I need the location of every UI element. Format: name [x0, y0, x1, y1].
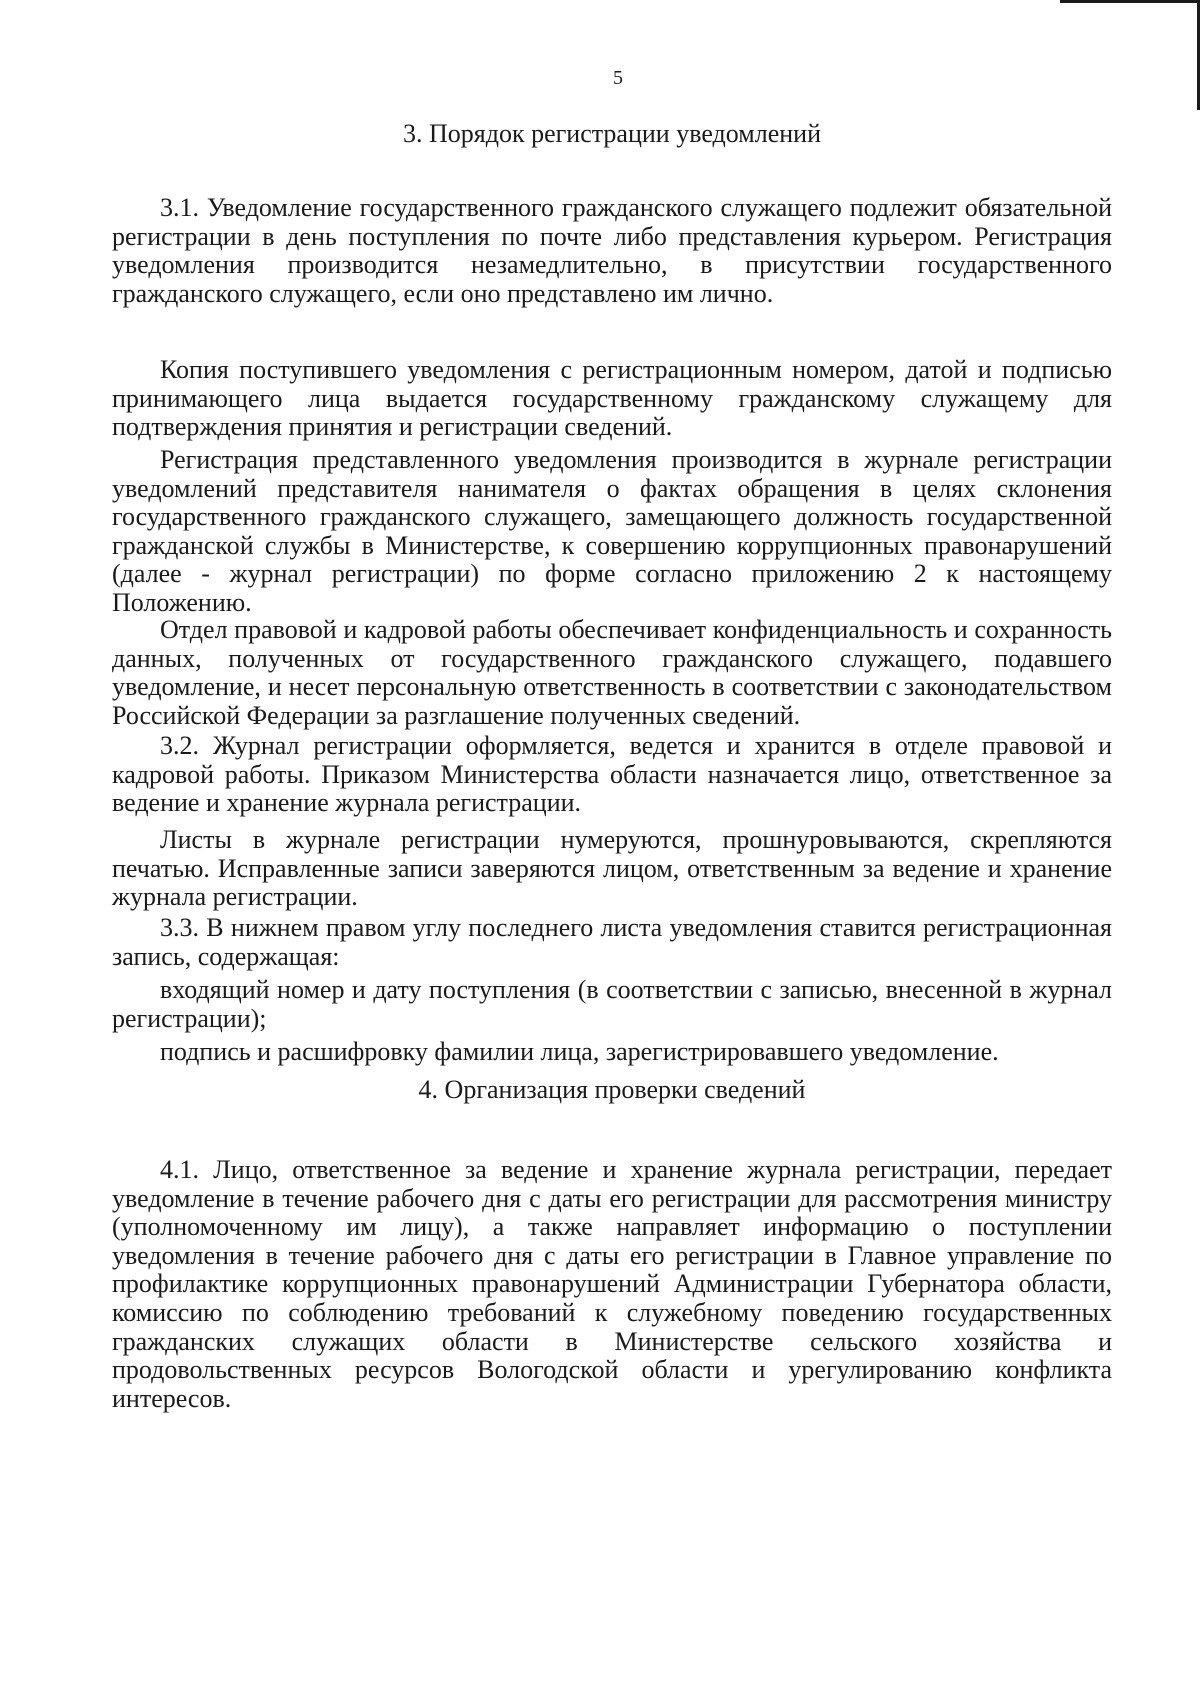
paragraph-3-2: 3.2. Журнал регистрации оформляется, ведется и хранится в отделе правовой и кадровой работы. Приказом Министерства области назначается лицо, ответственное за ведение и хранение журнала регистрации.	[112, 731, 1112, 818]
paragraph-journal-sheets: Листы в журнале регистрации нумеруются, прошнуровываются, скрепляются печатью. Исправленные записи заверяются лицом, ответственным за ведение и хранение журнала регистрации.	[112, 825, 1112, 912]
paragraph-confidentiality: Отдел правовой и кадровой работы обеспечивает конфиденциальность и сохранность данных, полученных от государственного гражданского служащего, подавшего уведомление, и несет персональную ответственность в соответствии с законодательством Российской Федерации за разглашение полученных сведений.	[112, 615, 1112, 730]
paragraph-registration-journal: Регистрация представленного уведомления производится в журнале регистрации уведомлений представителя нанимателя о фактах обращения в целях склонения государственного гражданского служащего, замещающего должность государственной гражданской службы в Министерстве, к совершению коррупционных правонарушений (далее - журнал регистрации) по форме согласно приложению 2 к настоящему Положению.	[112, 445, 1112, 617]
paragraph-3-1: 3.1. Уведомление государственного гражданского служащего подлежит обязательной регистрации в день поступления по почте либо представления курьером. Регистрация уведомления производится незамедлительно, в присутствии государственного гражданского служащего, если оно представлено им лично.	[112, 193, 1112, 308]
page-number: 5	[613, 67, 623, 89]
paragraph-4-1: 4.1. Лицо, ответственное за ведение и хранение журнала регистрации, передает уведомление в течение рабочего дня с даты его регистрации для рассмотрения министру (уполномоченному им лицу), а также направляет информацию о поступлении уведомления в течение рабочего дня с даты его регистрации в Главное управление по профилактике коррупционных правонарушений Администрации Губернатора области, комиссию по соблюдению требований к служебному поведению государственных гражданских служащих области в Министерстве сельского хозяйства и продовольственных ресурсов Вологодской области и урегулированию конфликта интересов.	[112, 1155, 1112, 1413]
section-3-heading: 3. Порядок регистрации уведомлений	[403, 119, 821, 148]
paragraph-copy-notice: Копия поступившего уведомления с регистрационным номером, датой и подписью принимающего лица выдается государственному гражданскому служащему для подтверждения принятия и регистрации сведений.	[112, 355, 1112, 442]
paragraph-3-3: 3.3. В нижнем правом углу последнего листа уведомления ставится регистрационная запись, содержащая:	[112, 913, 1112, 971]
section-4-heading: 4. Организация проверки сведений	[418, 1075, 806, 1104]
paragraph-incoming-number: входящий номер и дату поступления (в соответствии с записью, внесенной в журнал регистрации);	[112, 975, 1112, 1033]
scan-edge-top	[1060, 0, 1200, 3]
paragraph-signature: подпись и расшифровку фамилии лица, зарегистрировавшего уведомление.	[160, 1037, 999, 1066]
